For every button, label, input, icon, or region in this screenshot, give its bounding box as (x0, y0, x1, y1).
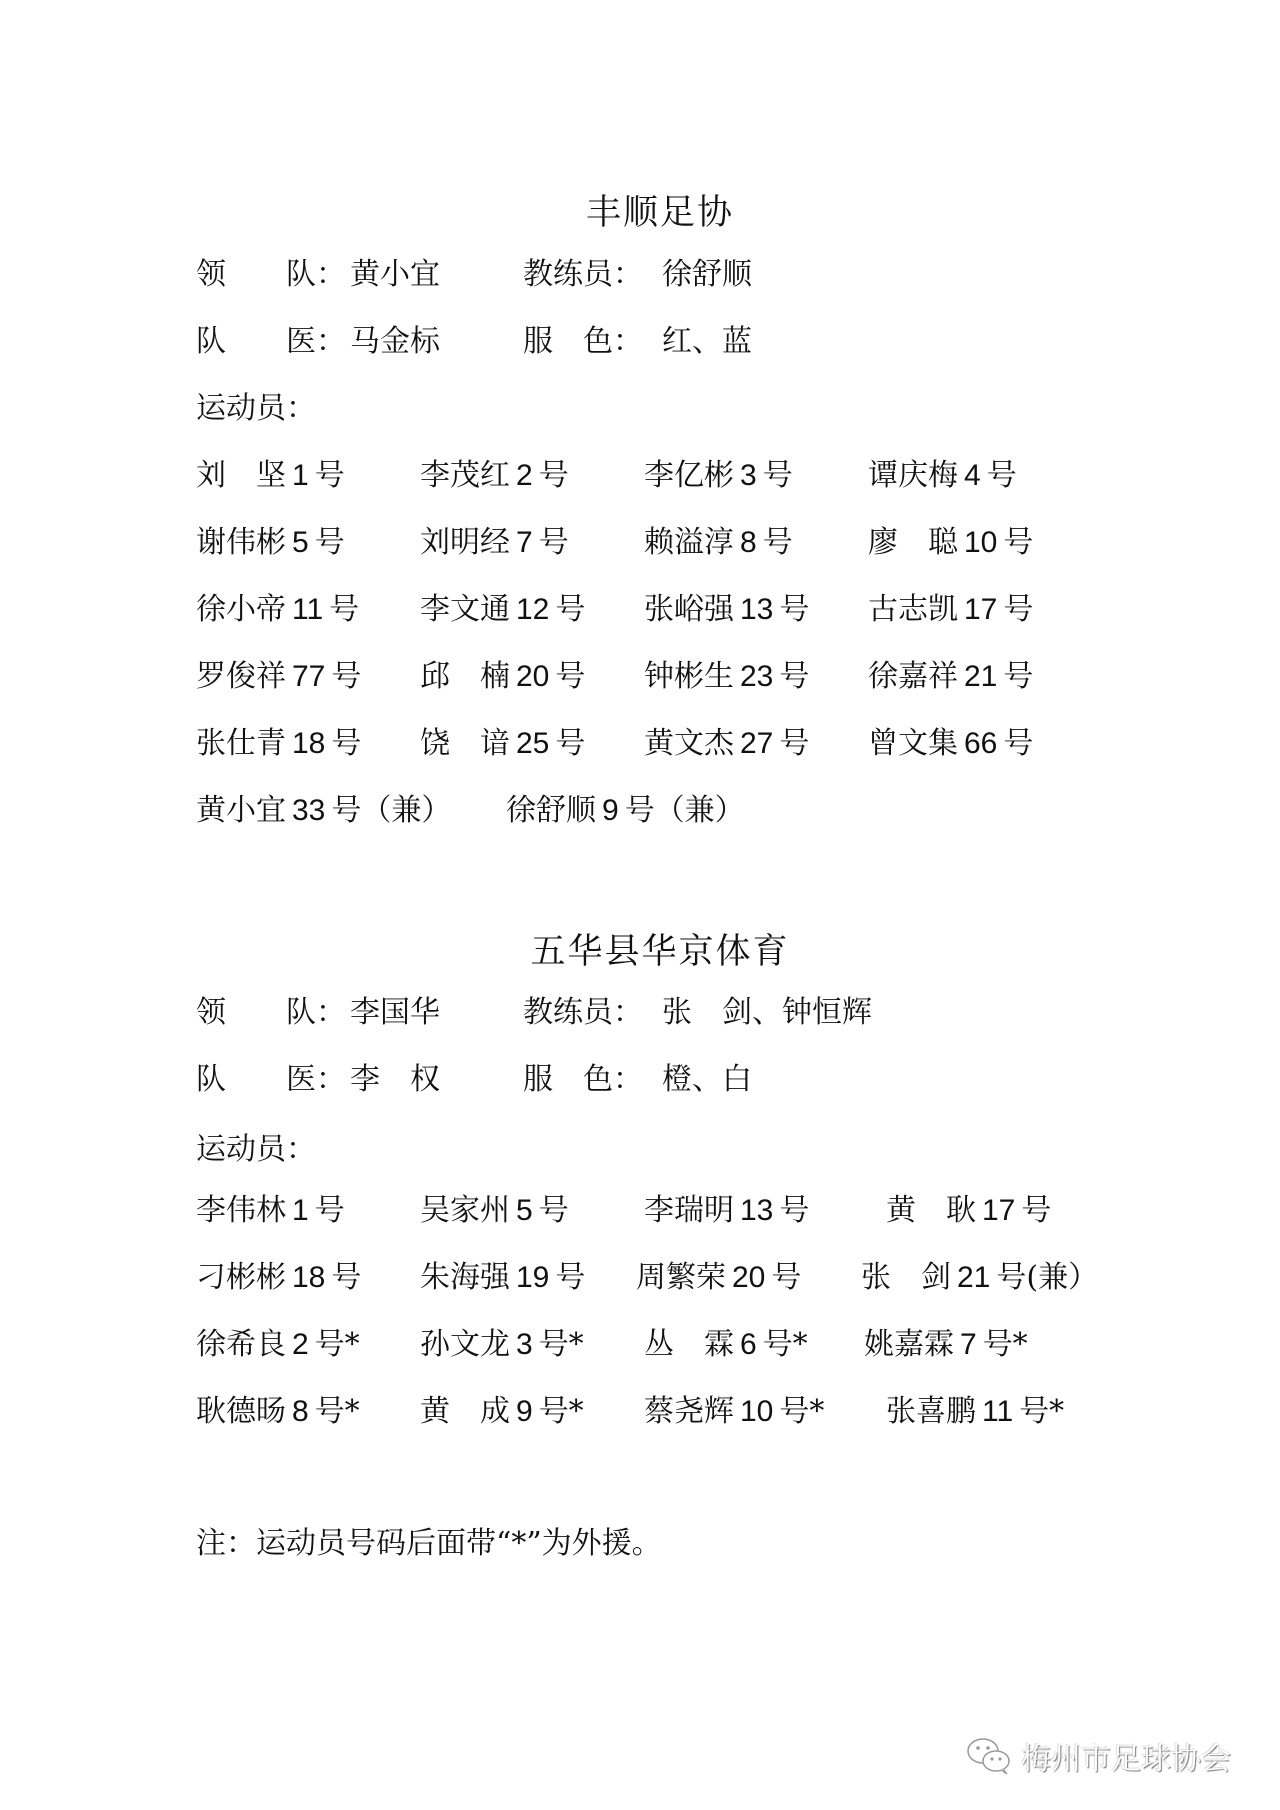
player-number-suffix: 号 (1003, 659, 1034, 694)
player-name: 徐希良 (196, 1327, 286, 1362)
player-entry (644, 724, 809, 764)
coach-label: 教练员： (523, 995, 643, 1030)
player-name: 李伟林 (196, 1193, 286, 1228)
player-number-suffix: 号 (1021, 1193, 1052, 1228)
player-number: 2 (292, 1328, 309, 1361)
player-name: 蔡尧辉 (644, 1394, 734, 1429)
doctor-value: 李 权 (350, 1062, 440, 1097)
player-entry (644, 1325, 808, 1365)
player-number: 25 (516, 727, 550, 760)
player-name: 廖 聪 (868, 525, 958, 560)
team2-title: 五华县华京体育 (530, 932, 790, 972)
player-entry (196, 657, 361, 697)
player-number: 7 (516, 526, 533, 559)
player-entry (868, 657, 1033, 697)
player-number: 66 (964, 727, 998, 760)
player-entry (196, 791, 451, 831)
player-name: 朱海强 (420, 1260, 510, 1295)
player-entry (644, 456, 793, 496)
player-number: 1 (292, 459, 309, 492)
player-number: 13 (740, 593, 774, 626)
player-number: 10 (740, 1395, 774, 1428)
player-name: 谭庆梅 (868, 458, 958, 493)
player-name: 李茂红 (420, 458, 510, 493)
player-entry (420, 1258, 585, 1298)
player-number: 21 (957, 1261, 991, 1294)
player-name: 邱 楠 (420, 659, 510, 694)
player-number: 5 (292, 526, 309, 559)
player-number-suffix: 号 (762, 458, 793, 493)
player-number-suffix: 号 (1003, 726, 1034, 761)
colors-label: 服 色： (523, 324, 643, 359)
player-number-suffix: 号 (538, 1193, 569, 1228)
player-number-suffix: 号 (779, 659, 810, 694)
player-number-suffix: 号 (331, 1260, 362, 1295)
player-number: 33 (292, 794, 326, 827)
player-entry (420, 724, 585, 764)
player-entry (868, 456, 1017, 496)
player-name: 张 剑 (861, 1260, 951, 1295)
team1-title: 丰顺足协 (585, 193, 734, 233)
player-entry (861, 1258, 1098, 1298)
player-number-suffix: 号 (762, 525, 793, 560)
player-entry (506, 791, 745, 831)
player-number-suffix: 号 (331, 726, 362, 761)
player-name: 耿德旸 (196, 1394, 286, 1429)
player-name: 刘 坚 (196, 458, 286, 493)
player-entry (644, 657, 809, 697)
foreign-aid-note: 注：运动员号码后面带“*”为外援。 (196, 1526, 662, 1561)
player-number-suffix: 号 (779, 726, 810, 761)
player-entry (420, 1392, 584, 1432)
player-name: 刁彬彬 (196, 1260, 286, 1295)
colors-value: 橙、白 (662, 1062, 752, 1097)
player-name: 徐舒顺 (506, 793, 596, 828)
player-number: 23 (740, 660, 774, 693)
player-entry (420, 590, 585, 630)
player-name: 孙文龙 (420, 1327, 510, 1362)
leader-value: 黄小宜 (350, 257, 440, 292)
player-entry (644, 523, 793, 563)
player-entry (886, 1191, 1051, 1231)
player-number-suffix: 号 (538, 525, 569, 560)
player-name: 黄 成 (420, 1394, 510, 1429)
player-name: 曾文集 (868, 726, 958, 761)
player-number-suffix: 号 (1003, 525, 1034, 560)
player-number-suffix: 号* (762, 1327, 808, 1362)
player-name: 赖溢淳 (644, 525, 734, 560)
player-number-suffix: 号 (331, 659, 362, 694)
player-entry (196, 1325, 360, 1365)
player-number: 3 (740, 459, 757, 492)
player-entry (420, 1191, 569, 1231)
player-name: 李亿彬 (644, 458, 734, 493)
player-name: 徐嘉祥 (868, 659, 958, 694)
player-entry (644, 1392, 824, 1432)
player-name: 钟彬生 (644, 659, 734, 694)
player-entry (636, 1258, 801, 1298)
player-number-suffix: 号 (1003, 592, 1034, 627)
player-number-suffix: 号 (779, 1193, 810, 1228)
player-number-suffix: 号 (779, 592, 810, 627)
player-entry (196, 1392, 360, 1432)
player-entry (886, 1392, 1064, 1432)
player-number-suffix: 号 (555, 726, 586, 761)
player-number-suffix: 号* (314, 1327, 360, 1362)
player-number: 3 (516, 1328, 533, 1361)
player-entry (196, 590, 359, 630)
player-number-suffix: 号* (982, 1327, 1028, 1362)
player-number: 20 (516, 660, 550, 693)
team2-players-label: 运动员： (196, 1132, 316, 1167)
player-name: 谢伟彬 (196, 525, 286, 560)
player-entry (196, 456, 345, 496)
player-entry (196, 523, 345, 563)
player-name: 张喜鹏 (886, 1394, 976, 1429)
doctor-value: 马金标 (350, 324, 440, 359)
player-name: 李瑞明 (644, 1193, 734, 1228)
player-entry (196, 1191, 345, 1231)
player-number: 8 (292, 1395, 309, 1428)
player-number: 11 (292, 593, 324, 626)
doctor-label: 队 医： (196, 324, 346, 359)
player-number: 77 (292, 660, 326, 693)
player-number: 21 (964, 660, 998, 693)
player-number-suffix: 号（兼） (331, 793, 452, 828)
player-name: 徐小帝 (196, 592, 286, 627)
player-name: 张峪强 (644, 592, 734, 627)
player-number: 4 (964, 459, 981, 492)
player-number-suffix: 号 (314, 458, 345, 493)
player-number: 13 (740, 1194, 774, 1227)
watermark (965, 1734, 1231, 1778)
player-name: 刘明经 (420, 525, 510, 560)
player-name: 姚嘉霖 (864, 1327, 954, 1362)
player-entry (420, 456, 569, 496)
player-entry (196, 724, 361, 764)
player-name: 丛 霖 (644, 1327, 734, 1362)
team1-players-label: 运动员： (196, 391, 316, 426)
player-number: 17 (964, 593, 998, 626)
player-number-suffix: 号 (314, 525, 345, 560)
player-number: 1 (292, 1194, 309, 1227)
player-number-suffix: 号 (329, 592, 360, 627)
player-number: 18 (292, 1261, 326, 1294)
player-name: 黄 耿 (886, 1193, 976, 1228)
player-number: 19 (516, 1261, 550, 1294)
player-name: 古志凯 (868, 592, 958, 627)
coach-value: 徐舒顺 (662, 257, 752, 292)
watermark-text: 梅州市足球协会 (1021, 1742, 1231, 1777)
player-number: 9 (516, 1395, 533, 1428)
player-name: 周繁荣 (636, 1260, 726, 1295)
colors-label: 服 色： (523, 1062, 643, 1097)
player-number-suffix: 号 (555, 1260, 586, 1295)
player-number: 20 (732, 1261, 766, 1294)
player-entry (868, 590, 1033, 630)
doctor-label: 队 医： (196, 1062, 346, 1097)
player-entry (196, 1258, 361, 1298)
player-number: 18 (292, 727, 326, 760)
player-number-suffix: 号* (314, 1394, 360, 1429)
player-number-suffix: 号 (314, 1193, 345, 1228)
leader-label: 领 队： (196, 257, 346, 292)
player-name: 黄文杰 (644, 726, 734, 761)
player-name: 饶 谙 (420, 726, 510, 761)
player-number: 7 (960, 1328, 977, 1361)
player-number-suffix: 号* (538, 1394, 584, 1429)
coach-label: 教练员： (523, 257, 643, 292)
player-number-suffix: 号 (555, 592, 586, 627)
player-name: 吴家州 (420, 1193, 510, 1228)
player-name: 黄小宜 (196, 793, 286, 828)
player-entry (868, 724, 1033, 764)
player-number: 9 (602, 794, 619, 827)
player-number-suffix: 号 (555, 659, 586, 694)
player-entry (644, 590, 809, 630)
player-entry (420, 1325, 584, 1365)
player-name: 张仕青 (196, 726, 286, 761)
player-number: 6 (740, 1328, 757, 1361)
player-entry (420, 657, 585, 697)
player-number-suffix: 号(兼） (996, 1260, 1099, 1295)
wechat-icon (965, 1736, 1013, 1776)
player-number-suffix: 号* (1019, 1394, 1065, 1429)
player-name: 罗俊祥 (196, 659, 286, 694)
player-number: 27 (740, 727, 774, 760)
player-number-suffix: 号* (538, 1327, 584, 1362)
leader-value: 李国华 (350, 995, 440, 1030)
player-name: 李文通 (420, 592, 510, 627)
player-number: 5 (516, 1194, 533, 1227)
player-number: 12 (516, 593, 550, 626)
player-number: 17 (982, 1194, 1016, 1227)
colors-value: 红、蓝 (662, 324, 752, 359)
leader-label: 领 队： (196, 995, 346, 1030)
player-entry (420, 523, 569, 563)
player-number: 11 (982, 1395, 1014, 1428)
player-number-suffix: 号（兼） (624, 793, 745, 828)
player-number: 10 (964, 526, 998, 559)
player-number-suffix: 号 (986, 458, 1017, 493)
player-entry (644, 1191, 809, 1231)
player-number-suffix: 号* (779, 1394, 825, 1429)
player-number-suffix: 号 (771, 1260, 802, 1295)
player-number: 8 (740, 526, 757, 559)
player-number-suffix: 号 (538, 458, 569, 493)
player-entry (868, 523, 1033, 563)
player-number: 2 (516, 459, 533, 492)
coach-value: 张 剑、钟恒辉 (662, 995, 872, 1030)
player-entry (864, 1325, 1028, 1365)
